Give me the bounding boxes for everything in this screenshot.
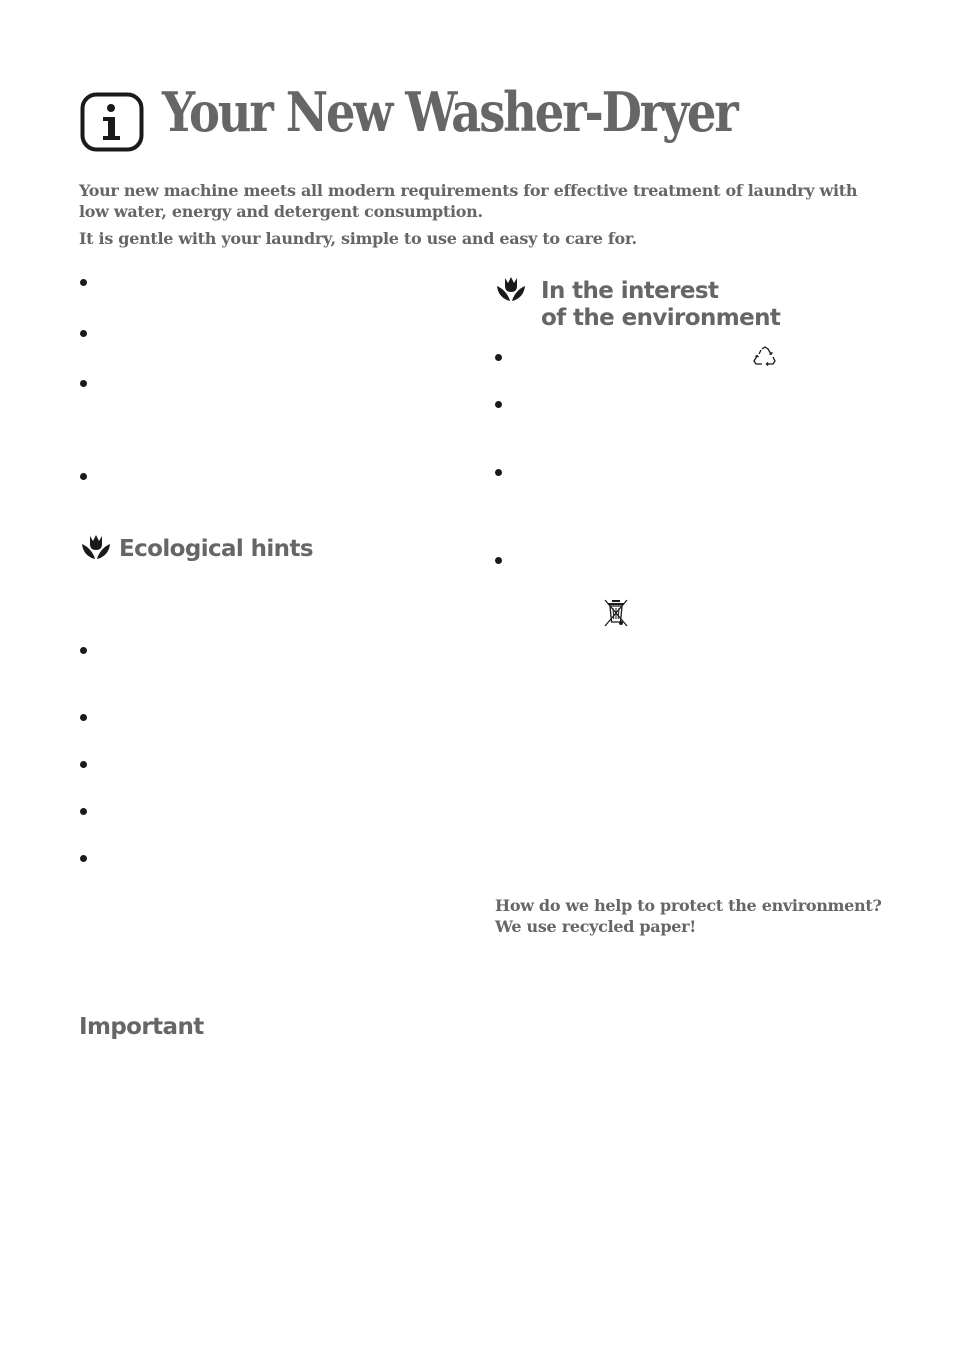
list-bullet [80, 380, 87, 387]
list-bullet [80, 761, 87, 768]
info-icon [80, 92, 144, 152]
crossed-out-wheelie-bin-icon [603, 598, 629, 628]
list-bullet [80, 279, 87, 286]
recycled-paper-note-line-2: We use recycled paper! [495, 917, 696, 936]
list-bullet [80, 808, 87, 815]
list-bullet [495, 401, 502, 408]
list-bullet [80, 473, 87, 480]
ecological-hints-heading: Ecological hints [119, 536, 313, 562]
list-bullet [495, 354, 502, 361]
list-bullet [495, 469, 502, 476]
page-title: Your New Washer-Dryer [162, 80, 737, 144]
environment-heading-line-2: of the environment [541, 305, 781, 331]
recycled-paper-note-line-1: How do we help to protect the environment? [495, 896, 882, 915]
tulip-icon [496, 275, 526, 303]
important-heading: Important [79, 1014, 204, 1040]
recycling-icon [752, 345, 778, 369]
list-bullet [80, 855, 87, 862]
list-bullet [80, 330, 87, 337]
intro-paragraph-1: Your new machine meets all modern requirements for effective treatment of laundry with low water, energy and detergent consumption. [79, 181, 858, 221]
list-bullet [80, 647, 87, 654]
environment-heading [541, 278, 780, 332]
environment-heading-line-1: In the interest [541, 278, 719, 304]
list-bullet [80, 714, 87, 721]
tulip-icon [81, 533, 111, 561]
list-bullet [495, 557, 502, 564]
recycled-paper-note [495, 895, 882, 937]
intro-paragraph-2: It is gentle with your laundry, simple to use and easy to care for. [79, 229, 637, 248]
